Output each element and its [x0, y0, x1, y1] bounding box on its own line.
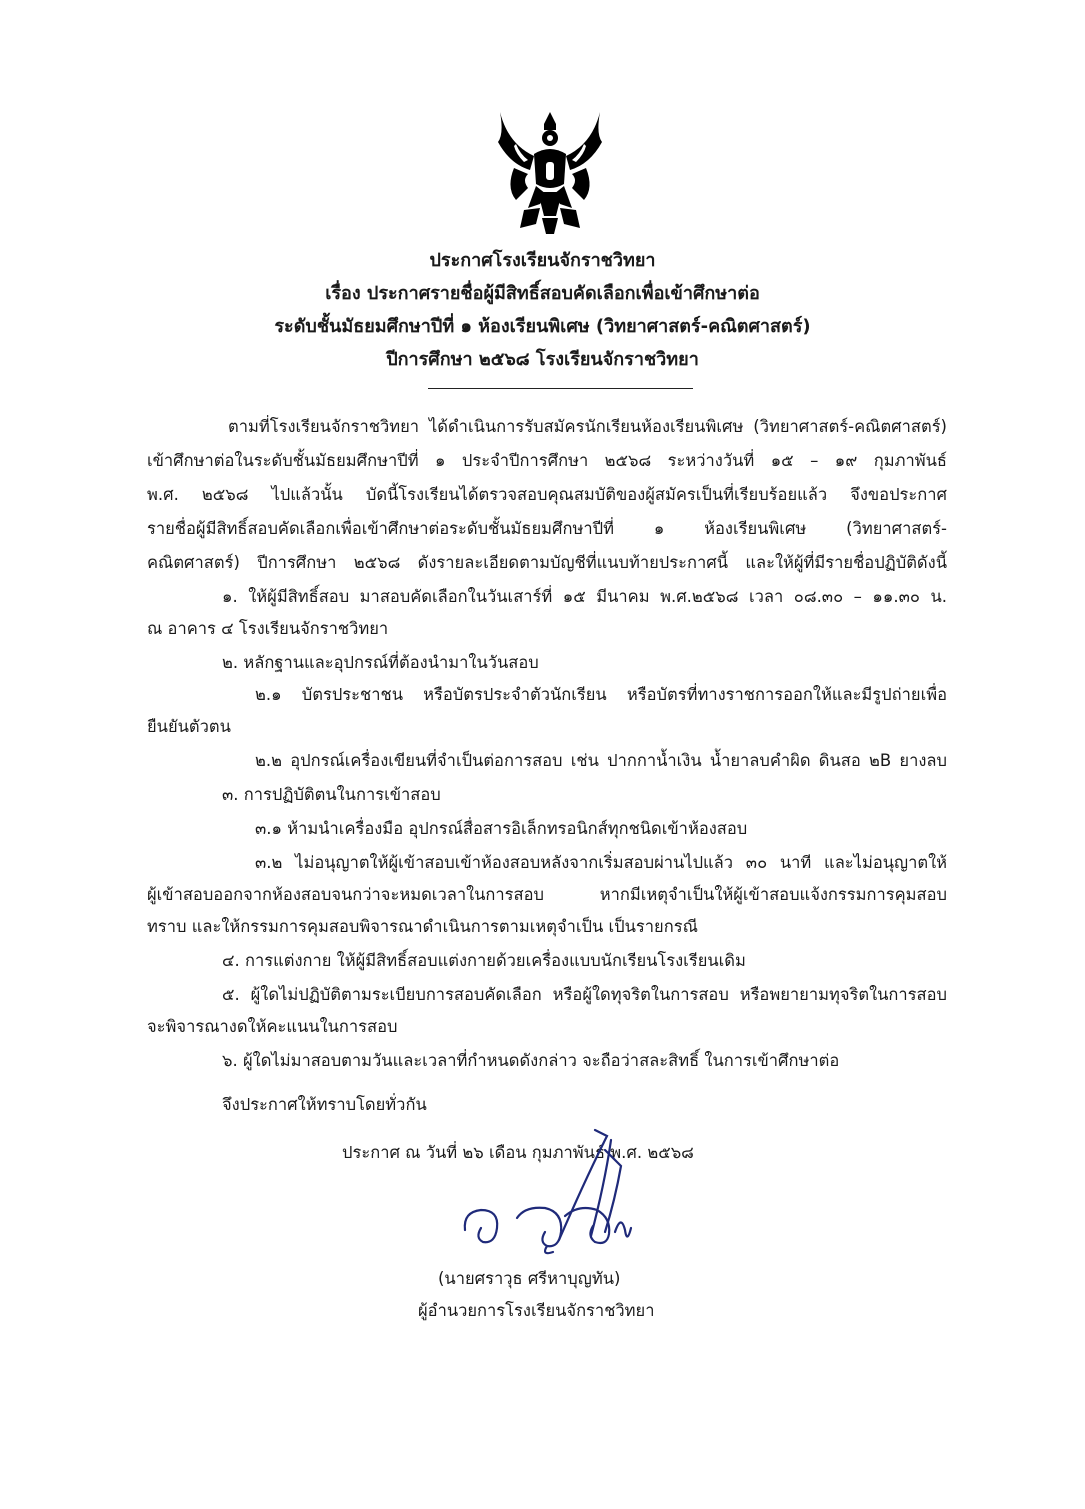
- intro-line: เข้าศึกษาต่อในระดับชั้นมัธยมศึกษาปีที่ ๑ ประจำปีการศึกษา ๒๕๖๘ ระหว่างวันที่ ๑๕ – ๑๙ กุมภาพันธ์: [147, 451, 947, 470]
- announcement-year: ปีการศึกษา ๒๕๖๘ โรงเรียนจักราชวิทยา: [386, 349, 699, 370]
- item-1: ๑. ให้ผู้มีสิทธิ์สอบ มาสอบคัดเลือกในวันเสาร์ที่ ๑๕ มีนาคม พ.ศ.๒๕๖๘ เวลา ๐๘.๓๐ – ๑๑.๓๐ น.: [222, 587, 947, 606]
- intro-line: รายชื่อผู้มีสิทธิ์สอบคัดเลือกเพื่อเข้าศึกษาต่อระดับชั้นมัธยมศึกษาปีที่ ๑ ห้องเรียนพิเศษ (วิทยาศาสตร์-: [147, 519, 947, 538]
- announcement-subject: เรื่อง ประกาศรายชื่อผู้มีสิทธิ์สอบคัดเลือกเพื่อเข้าศึกษาต่อ: [325, 283, 760, 304]
- signatory-position: ผู้อำนวยการโรงเรียนจักราชวิทยา: [418, 1301, 655, 1320]
- intro-line: พ.ศ. ๒๕๖๘ ไปแล้วนั้น บัดนี้โรงเรียนได้ตรวจสอบคุณสมบัติของผู้สมัครเป็นที่เรียบร้อยแล้ว จึงขอประกาศ: [147, 485, 947, 504]
- item-1-cont: ณ อาคาร ๔ โรงเรียนจักราชวิทยา: [147, 619, 389, 638]
- item-3-1: ๓.๑ ห้ามนำเครื่องมือ อุปกรณ์สื่อสารอิเล็กทรอนิกส์ทุกชนิดเข้าห้องสอบ: [255, 819, 748, 838]
- item-2-1: ๒.๑ บัตรประชาชน หรือบัตรประจำตัวนักเรียน หรือบัตรที่ทางราชการออกให้และมีรูปถ่ายเพื่อ: [255, 685, 947, 704]
- announcement-date: ประกาศ ณ วันที่ ๒๖ เดือน กุมภาพันธ์ พ.ศ. ๒๕๖๘: [342, 1143, 694, 1162]
- announcement-title: ประกาศโรงเรียนจักราชวิทยา: [429, 250, 656, 271]
- closing-statement: จึงประกาศให้ทราบโดยทั่วกัน: [222, 1095, 427, 1114]
- announcement-level: ระดับชั้นมัธยมศึกษาปีที่ ๑ ห้องเรียนพิเศษ (วิทยาศาสตร์-คณิตศาสตร์): [274, 316, 811, 337]
- item-3-2-cont: ผู้เข้าสอบออกจากห้องสอบจนกว่าจะหมดเวลาในการสอบ หากมีเหตุจำเป็นให้ผู้เข้าสอบแจ้งกรรมการคุมสอบ: [147, 885, 947, 904]
- item-2-2: ๒.๒ อุปกรณ์เครื่องเขียนที่จำเป็นต่อการสอบ เช่น ปากกาน้ำเงิน น้ำยาลบคำผิด ดินสอ ๒B ยางลบ: [255, 751, 947, 770]
- item-2: ๒. หลักฐานและอุปกรณ์ที่ต้องนำมาในวันสอบ: [222, 653, 539, 672]
- item-6: ๖. ผู้ใดไม่มาสอบตามวันและเวลาที่กำหนดดังกล่าว จะถือว่าสละสิทธิ์ ในการเข้าศึกษาต่อ: [222, 1051, 840, 1070]
- item-5-cont: จะพิจารณางดให้คะแนนในการสอบ: [147, 1017, 398, 1036]
- item-4: ๔. การแต่งกาย ให้ผู้มีสิทธิ์สอบแต่งกายด้วยเครื่องแบบนักเรียนโรงเรียนเดิม: [222, 951, 746, 970]
- intro-line: ตามที่โรงเรียนจักราชวิทยา ได้ดำเนินการรับสมัครนักเรียนห้องเรียนพิเศษ (วิทยาศาสตร์-คณิตศาสตร์): [228, 417, 947, 436]
- item-5: ๕. ผู้ใดไม่ปฏิบัติตามระเบียบการสอบคัดเลือก หรือผู้ใดทุจริตในการสอบ หรือพยายามทุจริตในการสอบ: [222, 985, 947, 1004]
- signature: [455, 1120, 665, 1270]
- item-3: ๓. การปฏิบัติตนในการเข้าสอบ: [222, 785, 441, 804]
- title-divider: [428, 388, 693, 389]
- item-3-2-cont: ทราบ และให้กรรมการคุมสอบพิจารณาดำเนินการตามเหตุจำเป็น เป็นรายกรณี: [147, 917, 698, 936]
- intro-line: คณิตศาสตร์) ปีการศึกษา ๒๕๖๘ ดังรายละเอียดตามบัญชีที่แนบท้ายประกาศนี้ และให้ผู้ที่มีรายชื่อปฏิบัติดังนี้: [147, 553, 947, 572]
- item-3-2: ๓.๒ ไม่อนุญาตให้ผู้เข้าสอบเข้าห้องสอบหลังจากเริ่มสอบผ่านไปแล้ว ๓๐ นาที และไม่อนุญาตให้: [255, 853, 947, 872]
- item-2-1-cont: ยืนยันตัวตน: [147, 717, 231, 736]
- signatory-name: (นายศราวุธ ศรีหาบุญทัน): [438, 1269, 621, 1288]
- garuda-emblem-icon: [494, 104, 606, 236]
